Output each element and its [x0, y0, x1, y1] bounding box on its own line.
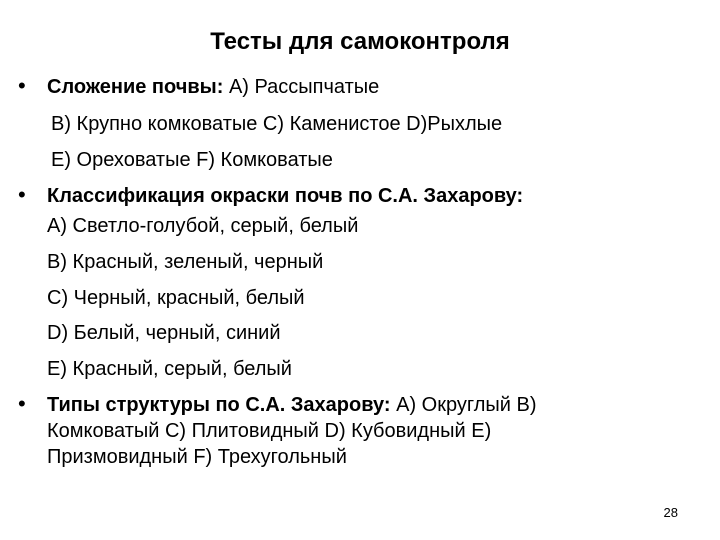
page-number: 28 [663, 505, 678, 520]
question-soil-texture [47, 75, 687, 99]
answer-option-line: А) Округлый В) [396, 394, 537, 416]
answer-option-line: А) Светло-голубой, серый, белый [47, 215, 359, 237]
answer-option-line: В) Красный, зеленый, черный [47, 251, 324, 273]
question-color-classification: Классификация окраски почв по С.А. Захарову: [47, 185, 524, 207]
bullet-icon: • [18, 391, 26, 416]
question-label: Сложение почвы: [47, 76, 224, 98]
answer-option-line: Комковатый С) Плитовидный D) Кубовидный Е) [47, 420, 492, 442]
answer-option-line: D) Белый, черный, синий [47, 322, 281, 344]
bullet-icon: • [18, 73, 26, 98]
answer-option-line: С) Черный, красный, белый [47, 287, 305, 309]
question-label: Типы структуры по С.А. Захарову: [47, 394, 391, 416]
answer-option-line: Е) Ореховатые F) Комковатые [51, 149, 333, 171]
answer-option-line: Призмовидный F) Трехугольный [47, 446, 347, 468]
slide-title: Тесты для самоконтроля [210, 28, 510, 55]
bullet-icon: • [18, 182, 26, 207]
question-structure-types [47, 393, 687, 417]
answer-option-line: А) Рассыпчатые [228, 76, 380, 98]
answer-option-line: Е) Красный, серый, белый [47, 358, 292, 380]
answer-option-line: В) Крупно комковатые С) Каменистое D)Рыхлые [51, 113, 503, 135]
